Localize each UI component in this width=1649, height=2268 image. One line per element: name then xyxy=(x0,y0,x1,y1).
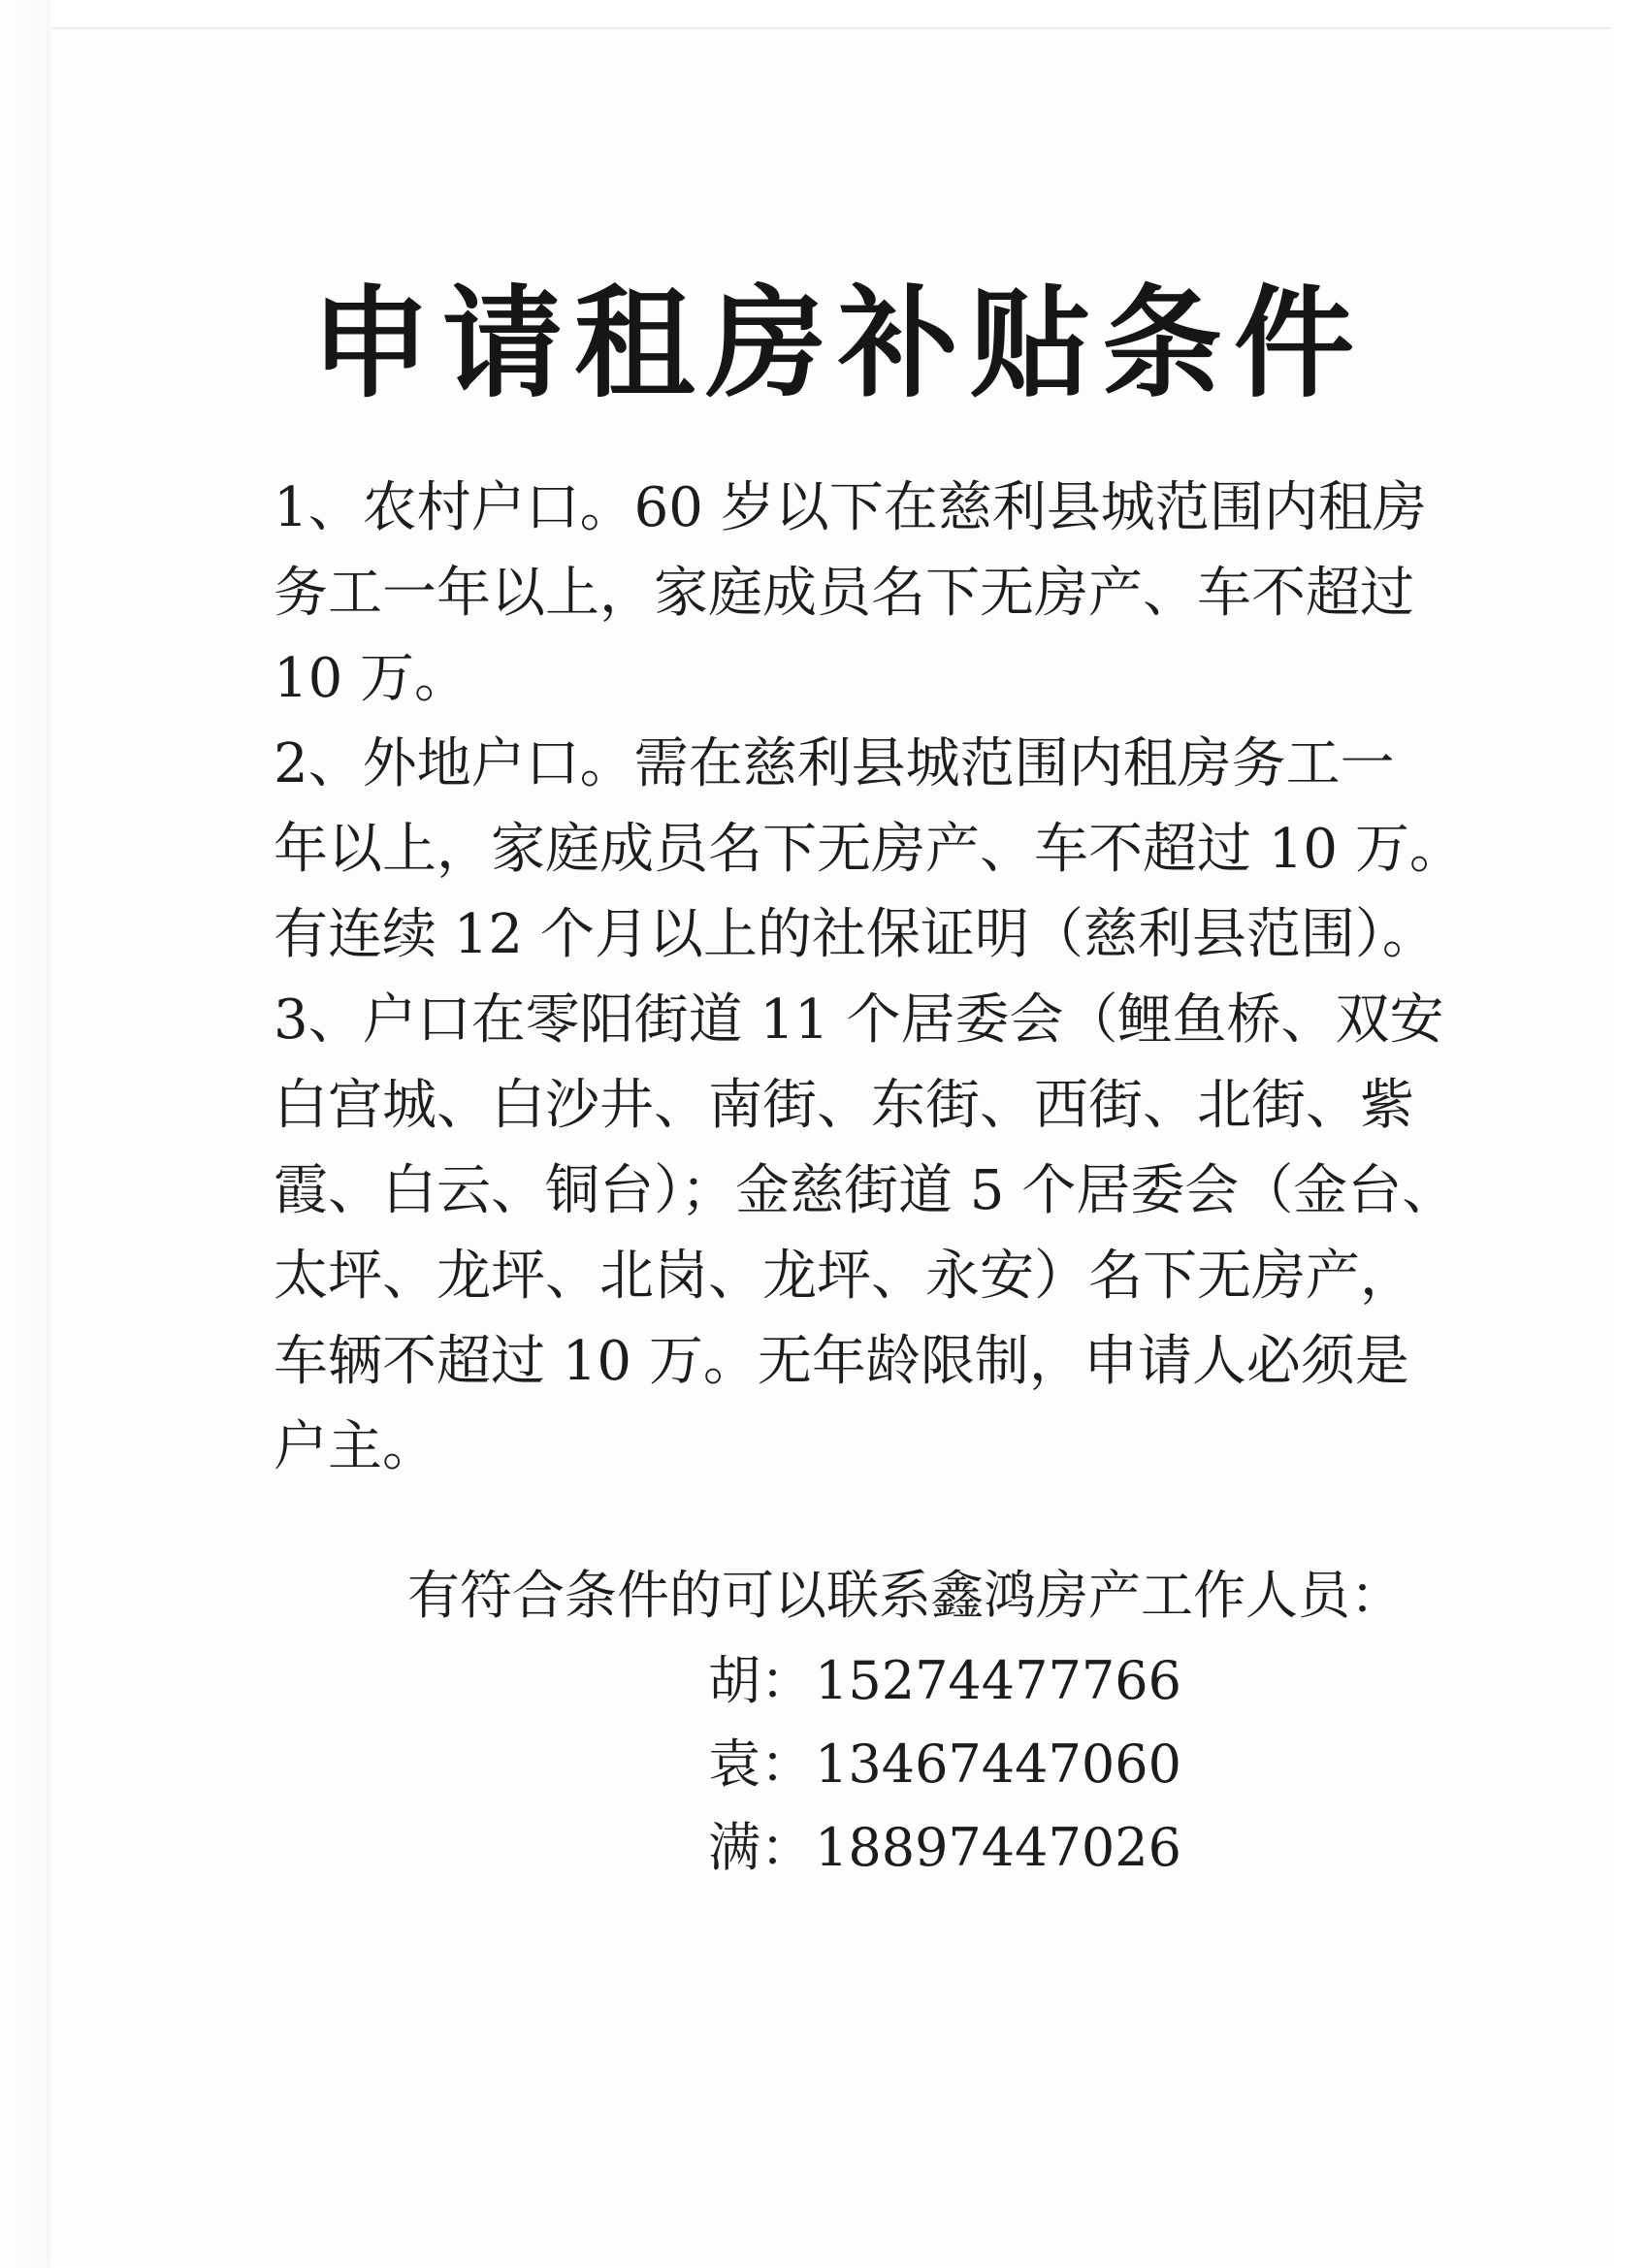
condition-3-line-6: 户主。 xyxy=(274,1415,436,1478)
condition-3-line-2: 白宫城、白沙井、南街、东街、西街、北街、紫 xyxy=(274,1074,1414,1137)
contact-name: 胡： xyxy=(708,1650,813,1711)
condition-2-line-3: 有连续 12 个月以上的社保证明（慈利县范围）。 xyxy=(274,903,1437,966)
condition-3-line-1: 3、户口在零阳街道 11 个居委会（鲤鱼桥、双安 xyxy=(274,988,1444,1052)
contact-row-yuan xyxy=(708,1723,1397,1806)
contact-section xyxy=(407,1552,1403,1890)
condition-2-line-1: 2、外地户口。需在慈利县城范围内租房务工一 xyxy=(274,732,1395,795)
condition-item-2 xyxy=(274,722,1464,978)
condition-2-line-2: 年以上，家庭成员名下无房产、车不超过 10 万。 xyxy=(274,818,1464,881)
condition-3-line-3: 霞、白云、铜台）；金慈街道 5 个居委会（金台、 xyxy=(274,1159,1457,1222)
condition-3-line-4: 太坪、龙坪、北岗、龙坪、永安）名下无房产， xyxy=(274,1245,1414,1308)
contact-row-man xyxy=(708,1806,1397,1890)
contact-name: 袁： xyxy=(708,1733,813,1795)
contact-name: 满： xyxy=(708,1817,813,1878)
condition-1-line-1: 1、农村户口。60 岁以下在慈利县城范围内租房 xyxy=(274,476,1427,539)
condition-3-line-5: 车辆不超过 10 万。无年龄限制，申请人必须是 xyxy=(274,1330,1409,1393)
contact-list xyxy=(407,1639,1397,1890)
contact-row-hu xyxy=(708,1639,1397,1723)
condition-1-line-2: 务工一年以上，家庭成员名下无房产、车不超过 xyxy=(274,562,1414,625)
contact-phone: 18897447026 xyxy=(815,1817,1181,1878)
document-title: 申请租房补贴条件 xyxy=(310,275,1367,414)
contact-phone: 15274477766 xyxy=(815,1650,1181,1711)
contact-heading: 有符合条件的可以联系鑫鸿房产工作人员： xyxy=(407,1565,1403,1626)
condition-item-1 xyxy=(274,466,1427,722)
conditions-list xyxy=(274,466,1464,1490)
condition-1-line-3: 10 万。 xyxy=(274,647,469,710)
condition-item-3 xyxy=(274,978,1457,1490)
contact-phone: 13467447060 xyxy=(815,1733,1181,1795)
scan-shadow-edge xyxy=(0,0,50,2268)
